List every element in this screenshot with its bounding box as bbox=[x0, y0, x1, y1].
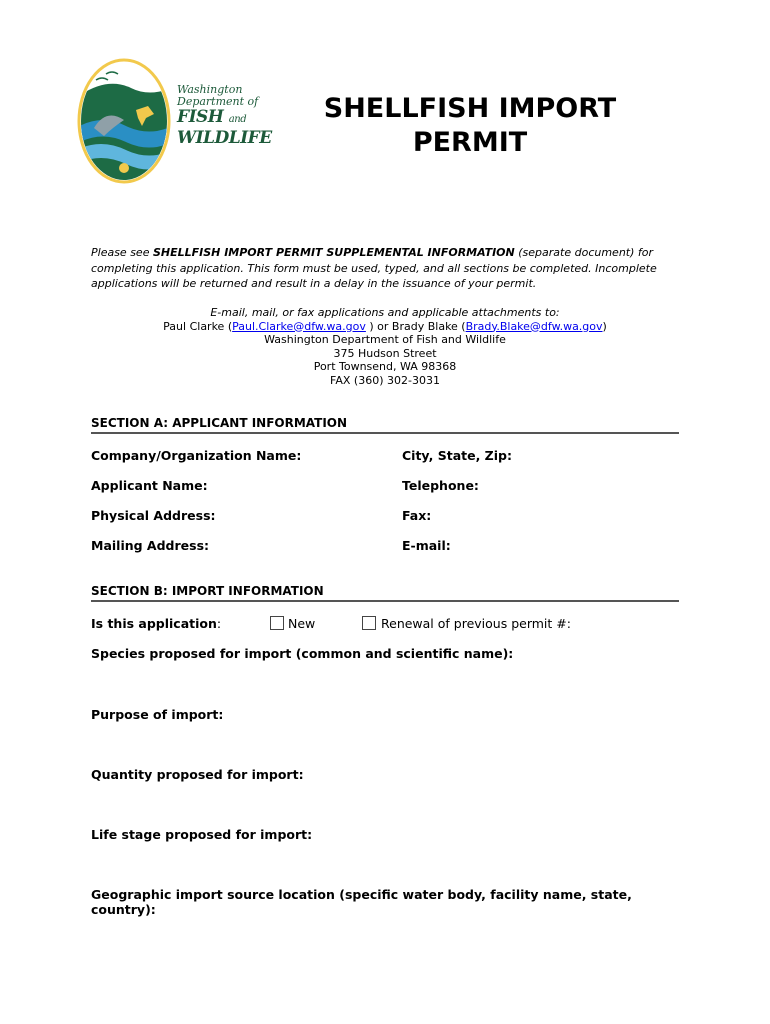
applicant-name-label: Applicant Name: bbox=[91, 478, 208, 493]
application-type-label bbox=[91, 616, 221, 631]
purpose-label: Purpose of import: bbox=[91, 707, 224, 722]
new-label: New bbox=[288, 616, 316, 631]
section-a-heading: SECTION A: APPLICANT INFORMATION bbox=[91, 416, 679, 434]
section-b-heading: SECTION B: IMPORT INFORMATION bbox=[91, 584, 679, 602]
intro-post: (separate document) for completing this application. This form must be used, typed, and all sections be completed. Incomplete applications will be returned and result in a delay in the issuance of your permit. bbox=[91, 246, 657, 290]
contact-city: Port Townsend, WA 98368 bbox=[313, 360, 457, 373]
logo-fish: FISH bbox=[177, 107, 224, 127]
logo-line-1: Washington bbox=[177, 83, 243, 96]
renewal-label: Renewal of previous permit #: bbox=[381, 616, 571, 631]
new-checkbox[interactable] bbox=[270, 616, 284, 630]
intro-paragraph bbox=[91, 245, 691, 292]
logo-and: and bbox=[228, 114, 247, 125]
application-type-text: Is this application bbox=[91, 616, 217, 631]
email-link-brady[interactable]: Brady.Blake@dfw.wa.gov bbox=[465, 319, 603, 333]
logo-wordmark bbox=[177, 84, 272, 147]
city-state-zip-label: City, State, Zip: bbox=[402, 448, 512, 463]
contact-name-1: Paul Clarke ( bbox=[163, 319, 233, 333]
fax-label: Fax: bbox=[402, 508, 432, 523]
contact-agency: Washington Department of Fish and Wildlife bbox=[264, 333, 506, 346]
page-title bbox=[300, 92, 640, 160]
application-type-colon: : bbox=[216, 616, 222, 631]
company-label: Company/Organization Name: bbox=[91, 448, 302, 463]
life-stage-label: Life stage proposed for import: bbox=[91, 827, 313, 842]
wdfw-emblem-icon bbox=[76, 58, 176, 184]
logo-line-2: Department of bbox=[177, 95, 259, 108]
contact-mid: ) or Brady Blake ( bbox=[365, 319, 466, 333]
title-line-1: SHELLFISH IMPORT bbox=[323, 93, 617, 124]
contact-instructions: E-mail, mail, or fax applications and applicable attachments to: bbox=[210, 306, 560, 319]
intro-bold: SHELLFISH IMPORT PERMIT SUPPLEMENTAL INFORMATION bbox=[152, 246, 515, 259]
telephone-label: Telephone: bbox=[402, 478, 479, 493]
wdfw-logo bbox=[76, 58, 272, 184]
title-line-2: PERMIT bbox=[412, 127, 528, 158]
contact-end: ) bbox=[602, 319, 607, 333]
renewal-checkbox[interactable] bbox=[362, 616, 376, 630]
contact-street: 375 Hudson Street bbox=[333, 346, 437, 360]
quantity-label: Quantity proposed for import: bbox=[91, 767, 304, 782]
contact-fax: FAX (360) 302-3031 bbox=[330, 373, 440, 387]
physical-address-label: Physical Address: bbox=[91, 508, 216, 523]
species-label: Species proposed for import (common and scientific name): bbox=[91, 646, 514, 661]
email-link-paul[interactable]: Paul.Clarke@dfw.wa.gov bbox=[232, 319, 366, 333]
mailing-address-label: Mailing Address: bbox=[91, 538, 210, 553]
email-label: E-mail: bbox=[402, 538, 451, 553]
intro-pre: Please see bbox=[91, 246, 153, 259]
geographic-source-label: Geographic import source location (specific water body, facility name, state, country): bbox=[91, 887, 632, 917]
contact-block bbox=[91, 306, 679, 387]
logo-line-3 bbox=[177, 108, 272, 129]
contact-names bbox=[91, 320, 679, 334]
logo-line-4: WILDLIFE bbox=[177, 128, 272, 148]
